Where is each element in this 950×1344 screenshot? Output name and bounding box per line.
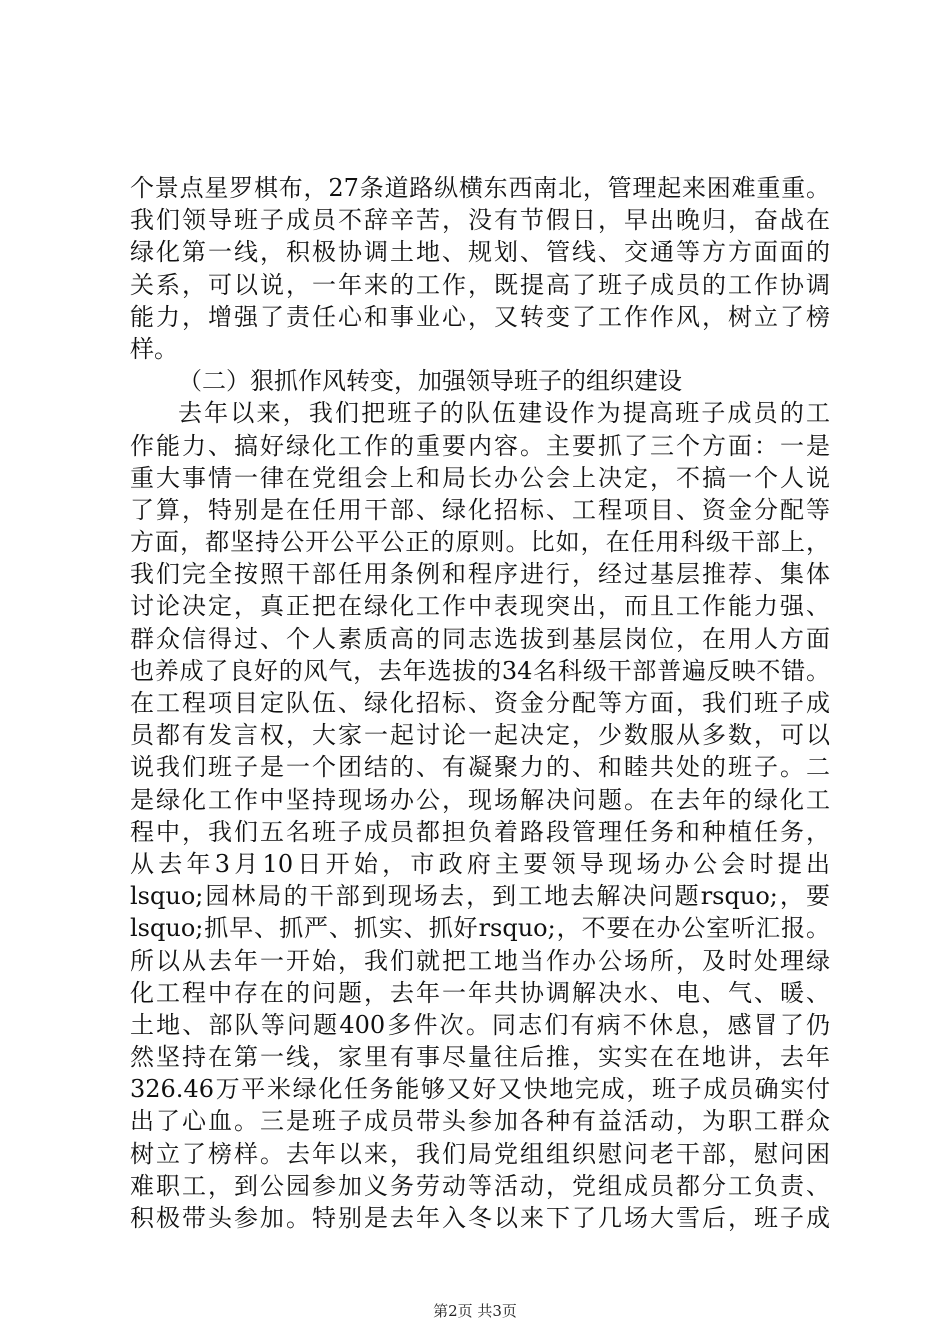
text-line: 说我们班子是一个团结的、有凝聚力的、和睦共处的班子。二 — [130, 753, 830, 782]
text-line: 重大事情一律在党组会上和局长办公会上决定，不搞一个人说 — [130, 463, 830, 492]
text-line: 了算，特别是在任用干部、绿化招标、工程项目、资金分配等 — [130, 495, 830, 524]
text-line: lsquo;园林局的干部到现场去，到工地去解决问题rsquo;，要 — [130, 882, 830, 911]
text-line: 程中，我们五名班子成员都担负着路段管理任务和种植任务， — [130, 817, 830, 846]
text-line: 化工程中存在的问题，去年一年共协调解决水、电、气、暖、 — [130, 978, 830, 1007]
text-line: 然坚持在第一线，家里有事尽量往后推，实实在在地讲，去年 — [130, 1043, 830, 1072]
text-line: 能力，增强了责任心和事业心，又转变了工作作风，树立了榜 — [130, 302, 830, 331]
page-footer: 第2页 共3页 — [433, 1302, 517, 1320]
text-line: 是绿化工作中坚持现场办公，现场解决问题。在去年的绿化工 — [130, 785, 830, 814]
text-line: 个景点星罗棋布，27条道路纵横东西南北，管理起来困难重重。 — [130, 174, 830, 202]
text-line: 方面，都坚持公开公平公正的原则。比如，在任用科级干部上， — [130, 528, 830, 557]
text-line: 积极带头参加。特别是去年入冬以来下了几场大雪后，班子成 — [130, 1204, 830, 1232]
text-line: 绿化第一线，积极协调土地、规划、管线、交通等方方面面的 — [130, 238, 830, 267]
section-heading: （二）狠抓作风转变，加强领导班子的组织建设 — [178, 367, 682, 396]
text-line: 从去年3月10日开始，市政府主要领导现场办公会时提出 — [130, 849, 830, 878]
text-line: 出了心血。三是班子成员带头参加各种有益活动，为职工群众 — [130, 1107, 830, 1136]
text-line: 讨论决定，真正把在绿化工作中表现突出，而且工作能力强、 — [130, 592, 830, 621]
text-line: 关系，可以说，一年来的工作，既提高了班子成员的工作协调 — [130, 270, 830, 299]
body-text — [130, 172, 830, 1234]
text-line: 所以从去年一开始，我们就把工地当作办公场所，及时处理绿 — [130, 946, 830, 975]
text-line: 作能力、搞好绿化工作的重要内容。主要抓了三个方面：一是 — [130, 431, 830, 460]
text-line: 我们领导班子成员不辞辛苦，没有节假日，早出晚归，奋战在 — [130, 206, 830, 235]
text-line: 员都有发言权，大家一起讨论一起决定，少数服从多数，可以 — [130, 721, 830, 750]
text-line: 也养成了良好的风气，去年选拔的34名科级干部普遍反映不错。 — [130, 656, 830, 685]
text-line: 难职工，到公园参加义务劳动等活动，党组成员都分工负责、 — [130, 1171, 830, 1200]
text-line: 土地、部队等问题400多件次。同志们有病不休息，感冒了仍 — [130, 1010, 830, 1039]
text-line: 我们完全按照干部任用条例和程序进行，经过基层推荐、集体 — [130, 560, 830, 589]
text-line: 326.46万平米绿化任务能够又好又快地完成，班子成员确实付 — [130, 1075, 830, 1104]
text-line: lsquo;抓早、抓严、抓实、抓好rsquo;，不要在办公室听汇报。 — [130, 914, 830, 943]
text-line: 在工程项目定队伍、绿化招标、资金分配等方面，我们班子成 — [130, 689, 830, 717]
text-line: 样。 — [130, 334, 178, 363]
text-line: 树立了榜样。去年以来，我们局党组组织慰问老干部，慰问困 — [130, 1139, 830, 1168]
text-line: 群众信得过、个人素质高的同志选拔到基层岗位，在用人方面 — [130, 624, 830, 653]
text-line: 去年以来，我们把班子的队伍建设作为提高班子成员的工 — [178, 399, 830, 428]
